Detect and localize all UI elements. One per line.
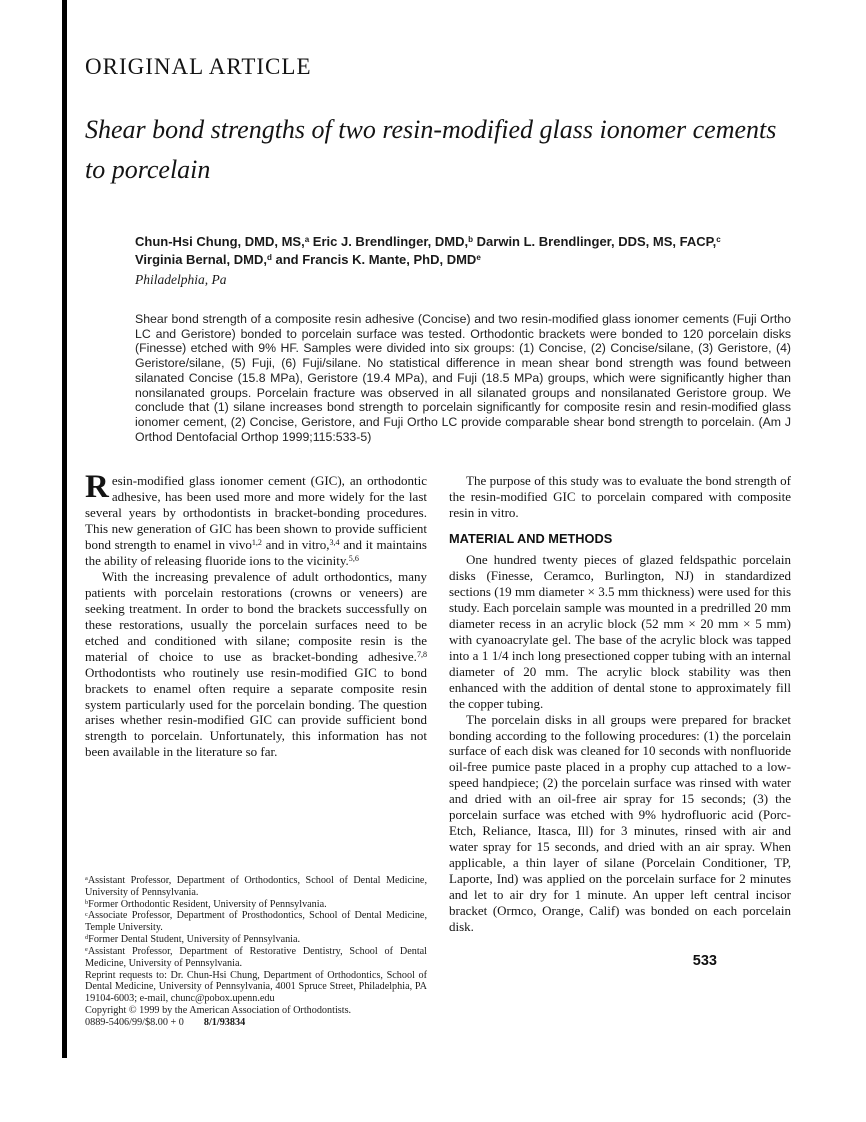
two-column-body (85, 468, 791, 1029)
authors-line-2: Virginia Bernal, DMD,$^d$ and Francis K. Mante, PhD, DMDe (135, 251, 481, 267)
methods-paragraph-2: The porcelain disks in all groups were prepared for bracket bonding according to the following procedures: (1) the porcelain surface of each disk was cleaned for 10 seconds with nonfluoride oil-free pumice paste placed in a prophy cup attached to a low-speed handpiece; (2) the porcelain surface was rinsed with water and dried with an oil-free air spray for 15 seconds; (3) the porcelain surface was etched with 9% hydrofluoric acid (Porc-Etch, Reliance, Itasca, Ill) for 3 minutes, rinsed with air and water spray for 15 seconds, and dried with an air spray. When applicable, a thin layer of silane (Porcelain Conditioner, TP, Laporte, Ind) was applied on the porcelain surface for 2 minutes and let to air dry for 1 minute. An upper left central incisor bracket (Ormco, Orange, Calif) was bonded on each porcelain disk. (449, 711, 791, 935)
authors-line-1: Chun-Hsi Chung, DMD, MS,$^a$ Eric J. Brendlinger, DMD,$^b$ Darwin L. Brendlinger, DDS, MS, FACP,$^c$ (135, 233, 721, 249)
page-content (85, 0, 791, 1029)
issn-article-code (85, 1017, 427, 1029)
copyright-note: Copyright © 1999 by the American Association of Orthodontists. (85, 1005, 352, 1017)
issn-code: 0889-5406/99/$8.00 + 0 (85, 1016, 184, 1028)
article-title: Shear bond strengths of two resin-modified glass ionomer cements to porcelain (85, 115, 777, 185)
left-margin-rule (62, 0, 67, 1058)
article-code: 8/1/93834 (203, 1016, 246, 1028)
byline-block (135, 233, 791, 445)
right-column (449, 473, 791, 1029)
footnote-e: $^e$Assistant Professor, Department of Restorative Dentistry, School of Dental Medicine, University of Pennsylvania. (85, 945, 427, 969)
author-location: Philadelphia, Pa (135, 271, 227, 287)
footnotes-block (85, 875, 427, 1029)
intro-paragraph-text: esin-modified glass ionomer cement (GIC), an orthodontic adhesive, has been used more and more widely for the last several years by orthodontists in bracket-bonding procedures. This new generation of GIC has been shown to provide sufficient bond strength to enamel in vivo$^{1,2}$ and in vitro,$^{3,4}$ and it maintains the ability of releasing fluoride ions to the vicinity.$^{5,6}$ (85, 472, 427, 568)
purpose-paragraph: The purpose of this study was to evaluate the bond strength of the resin-modified GIC to porcelain compared with composite resin in vitro. (449, 472, 791, 520)
intro-paragraph (85, 468, 427, 569)
footnote-c: $^c$Associate Professor, Department of Prosthodontics, School of Dental Medicine, Temple University. (85, 910, 427, 934)
left-column (85, 468, 427, 1029)
page-number: 533 (692, 952, 717, 969)
methods-paragraph-1: One hundred twenty pieces of glazed feldspathic porcelain disks (Finesse, Ceramco, Burlington, NJ) in standardized sections (19 mm diameter × 3.5 mm thickness) were used for this study. Each porcelain sample was mounted in a predrilled 20 mm diameter recess in an acrylic block (52 mm × 20 mm × 5 mm) with cyanoacrylate gel. The base of the acrylic block was tapped into a 1 1/4 inch long presectioned copper tubing with an internal diameter of 20 mm. The acrylic block stability was then enhanced with the addition of dental stone to approximately fill the copper tubing. (449, 551, 791, 711)
footnote-b: $^b$Former Orthodontic Resident, University of Pennsylvania. (85, 898, 327, 910)
material-methods-heading: MATERIAL AND METHODS (449, 530, 613, 546)
body-paragraph-2: With the increasing prevalence of adult orthodontics, many patients with porcelain restorations (crowns or veneers) are seeking treatment. In order to bond the brackets successfully on these restorations, usually the porcelain surfaces need to be etched and conditioned with silane; composite resin is the material of choice to use as bracket-bonding adhesive.$^{7,8}$ Orthodontists who routinely use resin-modified GIC to bond brackets to enamel often require a separate composite resin system particularly used for the porcelain bonding. The question arises whether resin-modified GIC can provide sufficient bond strength to porcelain. Unfortunately, this information has not been available in the literature so far. (85, 568, 427, 760)
article-type-label: ORIGINAL ARTICLE (85, 54, 312, 79)
abstract-text: Shear bond strength of a composite resin adhesive (Concise) and two resin-modified glass ionomer cements (Fuji Ortho LC and Geristore) bonded to porcelain surface was tested. Orthodontic brackets were bonded to 120 porcelain disks (Finesse) etched with 9% HF. Samples were divided into six groups: (1) Concise, (2) Concise/silane, (3) Geristore, (4) Geristore/silane, (5) Fuji, (6) Fuji/silane. No statistical difference in mean shear bond strength was found between silanated Concise (15.8 MPa), Geristore (19.4 MPa), and Fuji (18.5 MPa) groups, which were significantly higher than nonsilanated groups. Porcelain fracture was observed in all silanated groups and nonsilanated Geristore group. We conclude that (1) silane increases bond strength to porcelain significantly for composite resin and resin-modified glass ionomer cement, (2) Concise, Geristore, and Fuji Ortho LC provide comparable shear bond strength to porcelain. (Am J Orthod Dentofacial Orthop 1999;115:533-5) (135, 311, 791, 444)
drop-cap: R (85, 468, 109, 505)
footnote-d: $^d$Former Dental Student, University of Pennsylvania. (85, 934, 301, 946)
footnote-a: $^a$Assistant Professor, Department of Orthodontics, School of Dental Medicine, University of Pennsylvania. (85, 874, 427, 898)
reprint-requests-note: Reprint requests to: Dr. Chun-Hsi Chung, Department of Orthodontics, School of Dental Medicine, University of Pennsylvania, 4001 Spruce Street, Philadelphia, PA 19104-6003; e-mail, chunc@pobox.upenn.edu (85, 969, 427, 1005)
